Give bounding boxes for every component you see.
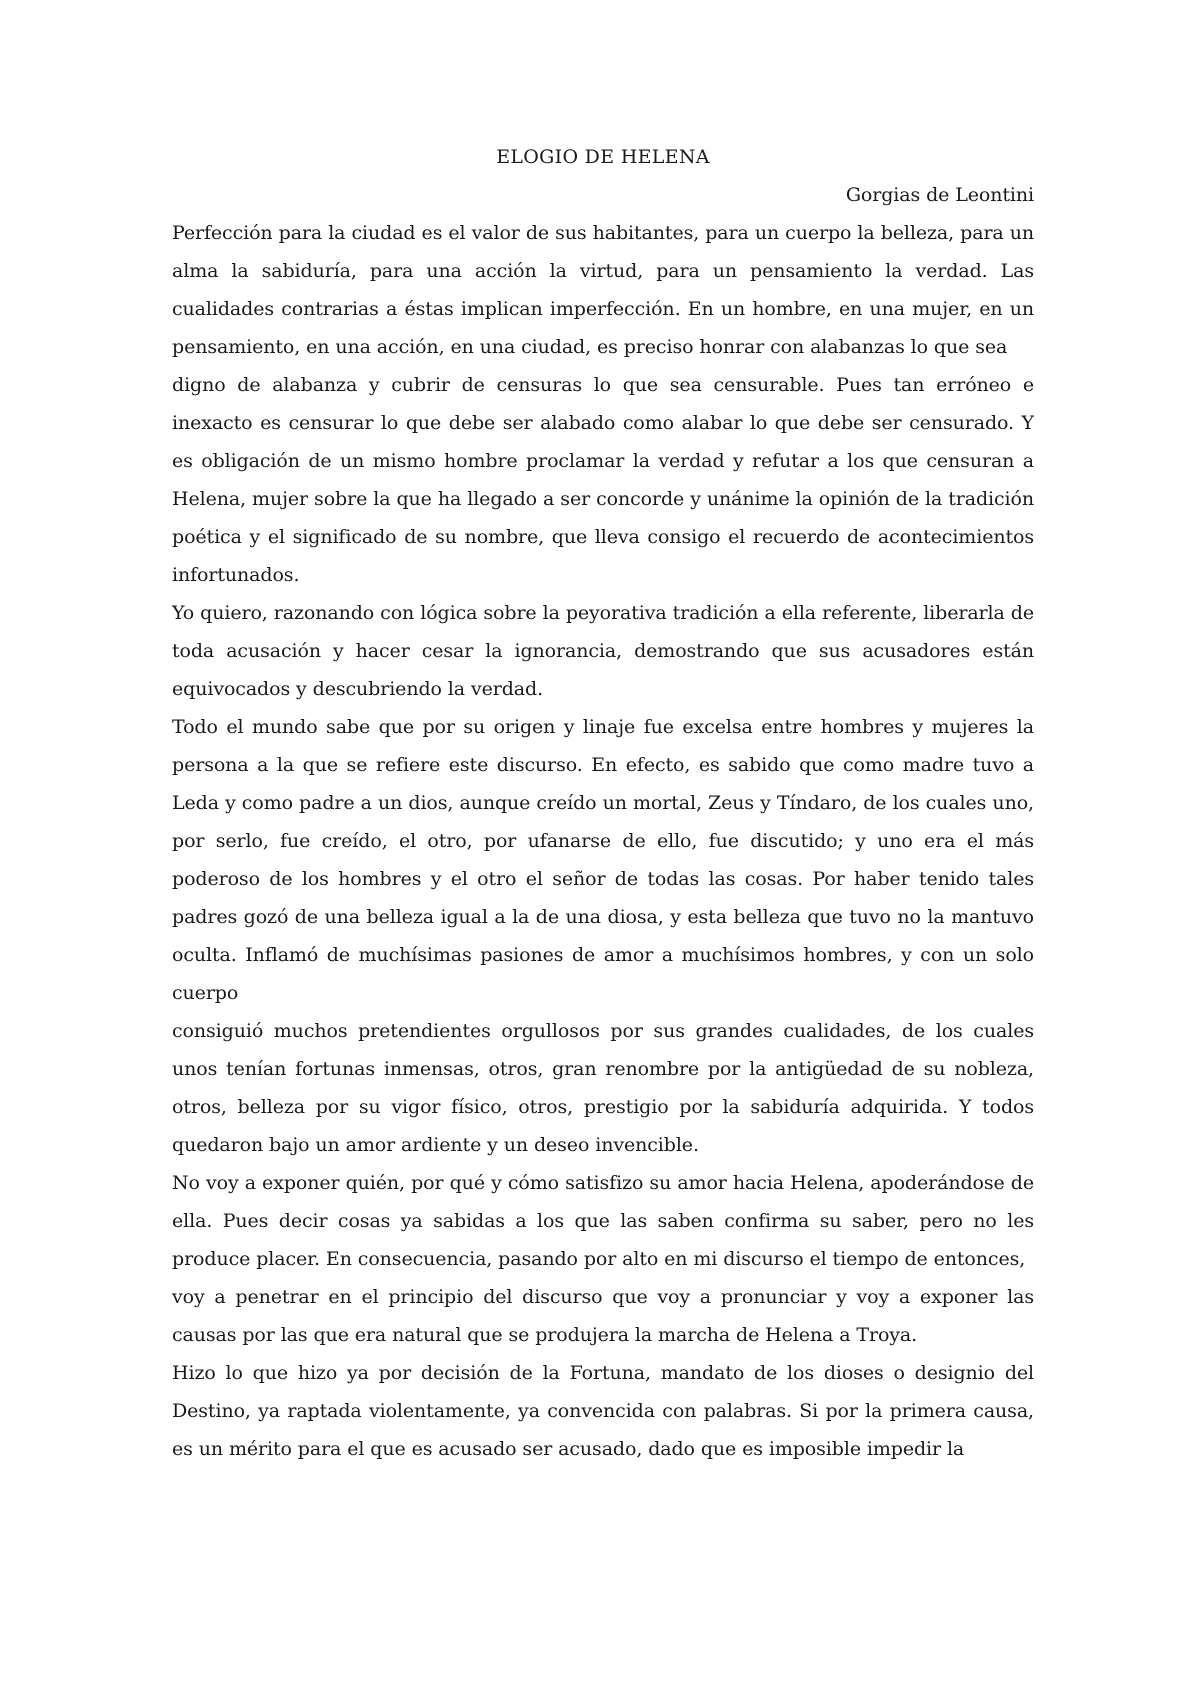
- paragraph-8: Hizo lo que hizo ya por decisión de la Fortuna, mandato de los dioses o designio del Destino, ya raptada violentamente, ya convencida con palabras. Si por la primera causa, es un mérito para el que es acusado ser acusado, dado que es imposible impedir la: [172, 1362, 1034, 1460]
- paragraph-3: Yo quiero, razonando con lógica sobre la peyorativa tradición a ella referente, liberarla de toda acusación y hacer cesar la ignorancia, demostrando que sus acusadores están equivocados y descubriendo la verdad.: [172, 602, 1034, 700]
- paragraph-7: voy a penetrar en el principio del discurso que voy a pronunciar y voy a exponer las causas por las que era natural que se produjera la marcha de Helena a Troya.: [172, 1286, 1034, 1346]
- paragraph-1: Perfección para la ciudad es el valor de sus habitantes, para un cuerpo la belleza, para un alma la sabiduría, para una acción la virtud, para un pensamiento la verdad. Las cualidades contrarias a éstas implican imperfección. En un hombre, en una mujer, en un pensamiento, en una acción, en una ciudad, es preciso honrar con alabanzas lo que sea: [172, 222, 1034, 358]
- document-title: ELOGIO DE HELENA: [496, 146, 710, 168]
- paragraph-2: digno de alabanza y cubrir de censuras lo que sea censurable. Pues tan erróneo e inexacto es censurar lo que debe ser alabado como alabar lo que debe ser censurado. Y es obligación de un mismo hombre proclamar la verdad y refutar a los que censuran a Helena, mujer sobre la que ha llegado a ser concorde y unánime la opinión de la tradición poética y el significado de su nombre, que lleva consigo el recuerdo de acontecimientos infortunados.: [172, 374, 1034, 586]
- paragraph-4: Todo el mundo sabe que por su origen y linaje fue excelsa entre hombres y mujeres la persona a la que se refiere este discurso. En efecto, es sabido que como madre tuvo a Leda y como padre a un dios, aunque creído un mortal, Zeus y Tíndaro, de los cuales uno, por serlo, fue creído, el otro, por ufanarse de ello, fue discutido; y uno era el más poderoso de los hombres y el otro el señor de todas las cosas. Por haber tenido tales padres gozó de una belleza igual a la de una diosa, y esta belleza que tuvo no la mantuvo oculta. Inflamó de muchísimas pasiones de amor a muchísimos hombres, y con un solo cuerpo: [172, 716, 1034, 1004]
- document-page: [172, 138, 1034, 1468]
- paragraph-6: No voy a exponer quién, por qué y cómo satisfizo su amor hacia Helena, apoderándose de ella. Pues decir cosas ya sabidas a los que las saben confirma su saber, pero no les produce placer. En consecuencia, pasando por alto en mi discurso el tiempo de entonces,: [172, 1172, 1034, 1270]
- document-author: Gorgias de Leontini: [845, 184, 1034, 206]
- paragraph-5: consiguió muchos pretendientes orgullosos por sus grandes cualidades, de los cuales unos tenían fortunas inmensas, otros, gran renombre por la antigüedad de su nobleza, otros, belleza por su vigor físico, otros, prestigio por la sabiduría adquirida. Y todos quedaron bajo un amor ardiente y un deseo invencible.: [172, 1020, 1034, 1156]
